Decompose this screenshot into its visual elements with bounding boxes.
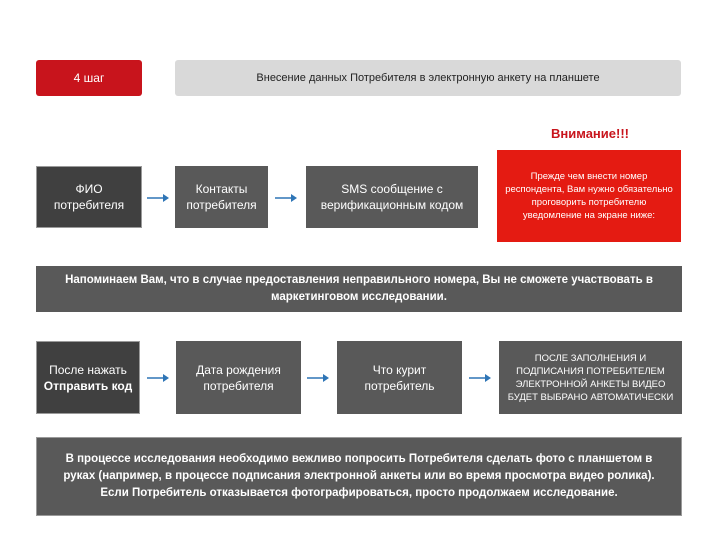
footer-line1: В процессе исследования необходимо вежливо попросить Потребителя сделать фото с планшетом в bbox=[65, 453, 653, 465]
warning-text: Прежде чем внести номер респондента, Вам нужно обязательно проговорить потребителю уведомление на экране ниже: bbox=[505, 171, 673, 221]
flow-box-fio bbox=[36, 166, 142, 228]
arrow-right-icon bbox=[146, 372, 170, 384]
flow-box-fio-line2: потребителя bbox=[53, 198, 125, 212]
footer-line2: руках (например, в процессе подписания электронной анкеты или во время просмотра видео ролика). bbox=[63, 470, 655, 482]
arrow-right-icon bbox=[306, 372, 330, 384]
flow-box-fio-line1: ФИО bbox=[75, 182, 103, 196]
flow-box-video-line1: ПОСЛЕ ЗАПОЛНЕНИЯ И bbox=[534, 352, 647, 364]
flow-box-sms bbox=[306, 166, 478, 228]
notice-line2: маркетинговом исследовании. bbox=[271, 291, 447, 303]
flow-box-birthdate-line1: Дата рождения bbox=[196, 362, 281, 377]
flow-box-smokes bbox=[337, 341, 462, 414]
notice-banner bbox=[36, 266, 682, 312]
flow-box-video-line2: ПОДПИСАНИЯ ПОТРЕБИТЕЛЕМ bbox=[516, 365, 665, 377]
flow-box-smokes-line1: Что курит bbox=[372, 362, 427, 377]
flow-box-video-auto bbox=[499, 341, 682, 414]
notice-line1: Напоминаем Вам, что в случае предоставления неправильного номера, Вы не сможете участвовать в bbox=[65, 274, 653, 286]
flow-box-send-code bbox=[36, 341, 140, 414]
step-label: 4 шаг bbox=[73, 71, 105, 85]
flow-box-birthdate-line2: потребителя bbox=[203, 378, 274, 393]
flow-box-contacts-line2: потребителя bbox=[186, 198, 257, 212]
flow-box-send-code-line1: После нажать bbox=[49, 362, 127, 377]
warning-box bbox=[497, 150, 681, 242]
arrow-right-icon bbox=[274, 192, 298, 204]
arrow-right-icon bbox=[468, 372, 492, 384]
arrow-right-icon bbox=[146, 192, 170, 204]
step-badge bbox=[36, 60, 142, 96]
flow-box-sms-line1: SMS сообщение с bbox=[341, 182, 443, 196]
flow-box-sms-line2: верификационным кодом bbox=[320, 198, 464, 212]
flow-box-smokes-line2: потребитель bbox=[364, 378, 435, 393]
flow-box-video-line4: БУДЕТ ВЫБРАНО АВТОМАТИЧЕСКИ bbox=[507, 391, 674, 403]
flow-box-send-code-line2: Отправить код bbox=[43, 378, 133, 393]
flow-box-video-line3: ЭЛЕКТРОННОЙ АНКЕТЫ ВИДЕО bbox=[515, 378, 666, 390]
header-title-bar bbox=[175, 60, 681, 96]
footer-line3: Если Потребитель отказывается фотографироваться, просто продолжаем исследование. bbox=[100, 487, 618, 499]
attention-label: Внимание!!! bbox=[551, 125, 629, 141]
flow-box-contacts-line1: Контакты bbox=[195, 182, 248, 196]
footer-banner bbox=[36, 437, 682, 516]
flow-box-contacts bbox=[175, 166, 268, 228]
header-title: Внесение данных Потребителя в электронную анкету на планшете bbox=[256, 72, 600, 84]
flow-box-birthdate bbox=[176, 341, 301, 414]
